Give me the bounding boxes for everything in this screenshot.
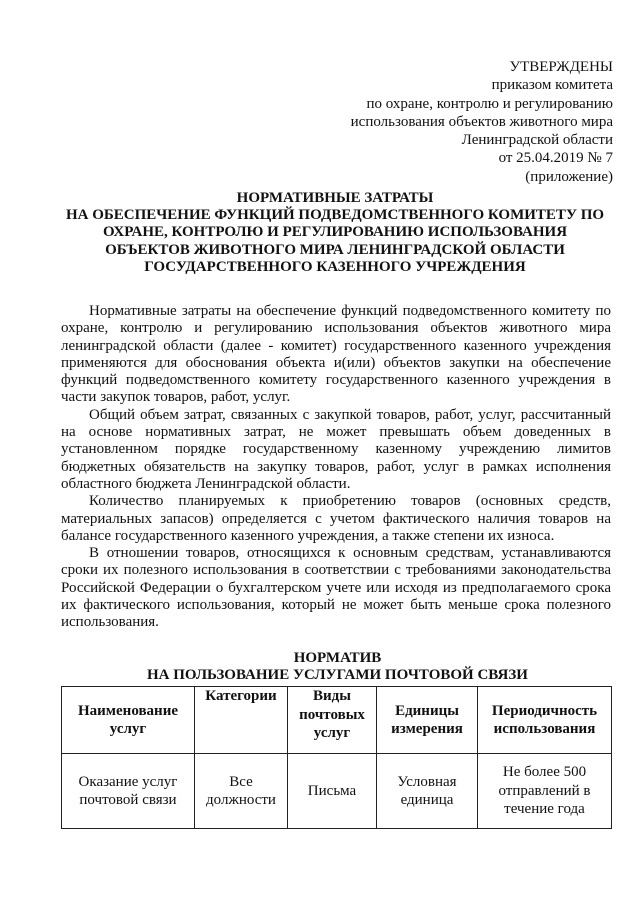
cell-service-name: Оказание услуг почтовой связи	[62, 754, 195, 829]
approval-line: по охране, контролю и регулированию	[366, 95, 613, 112]
paragraph: Количество планируемых к приобретению товаров (основных средств, материальных запасов) определяется с учетом фактического наличия товаров на балансе государственного казенного учреждения, а также степени их износа.	[61, 493, 611, 544]
table-title-line: НА ПОЛЬЗОВАНИЕ УСЛУГАМИ ПОЧТОВОЙ СВЯЗИ	[147, 667, 528, 683]
paragraph: Общий объем затрат, связанных с закупкой товаров, работ, услуг, рассчитанный на основе нормативных затрат, не может превышать объем доведенных в установленном порядке государственному казенному учреждению лимитов бюджетных обязательств на закупку товаров, работ, услуг в рамках исполнения областного бюджета Ленинградской области.	[61, 406, 611, 492]
norm-table	[61, 686, 612, 829]
cell-service-types: Письма	[288, 754, 377, 829]
paragraph: Нормативные затраты на обеспечение функций подведомственного комитету по охране, контролю и регулированию использования объектов животного мира ленинградской области (далее - комитет) государственного казенного учреждения применяются для обоснования объекта и(или) объектов закупки на обеспечение функций подведомственного комитету государственного казенного учреждения в части закупок товаров, работ, услуг.	[61, 303, 611, 406]
approval-line: от 25.04.2019 № 7	[498, 150, 613, 167]
title-line: НА ОБЕСПЕЧЕНИЕ ФУНКЦИЙ ПОДВЕДОМСТВЕННОГО КОМИТЕТУ ПО	[65, 207, 605, 224]
table-title	[60, 650, 615, 684]
table-row	[62, 754, 612, 829]
cell-periodicity: Не более 500 отправлений в течение года	[478, 754, 612, 829]
approval-stamp	[313, 58, 613, 186]
paragraph: В отношении товаров, относящихся к основным средствам, устанавливаются сроки их полезного использования в соответствии с требованиями законодательства Российской Федерации о бухгалтерском учете или исходя из предполагаемого срока их фактического использования, который не может быть меньше срока полезного использования.	[61, 545, 611, 631]
header-units: Единицы измерения	[377, 687, 478, 754]
body-text	[61, 303, 611, 632]
cell-units: Условная единица	[377, 754, 478, 829]
table-title-line: НОРМАТИВ	[293, 650, 382, 666]
approval-line: приказом комитета	[491, 77, 613, 94]
title-line: ОБЪЕКТОВ ЖИВОТНОГО МИРА ЛЕНИНГРАДСКОЙ ОБЛАСТИ	[105, 241, 565, 258]
header-periodicity: Периодичность использования	[478, 687, 612, 754]
document-title	[40, 190, 630, 276]
title-line: ОХРАНЕ, КОНТРОЛЮ И РЕГУЛИРОВАНИЮ ИСПОЛЬЗОВАНИЯ	[102, 224, 568, 241]
approval-line: Ленинградской области	[461, 132, 613, 149]
title-line: ГОСУДАРСТВЕННОГО КАЗЕННОГО УЧРЕЖДЕНИЯ	[144, 258, 526, 275]
header-categories: Категории	[195, 687, 288, 754]
header-service-types: Виды почтовых услуг	[288, 687, 377, 754]
approval-line: использования объектов животного мира	[350, 113, 613, 130]
cell-categories: Все должности	[195, 754, 288, 829]
header-service-name: Наименование услуг	[62, 687, 195, 754]
title-line: НОРМАТИВНЫЕ ЗАТРАТЫ	[236, 190, 434, 206]
approval-line: УТВЕРЖДЕНЫ	[509, 59, 613, 75]
table-header-row	[62, 687, 612, 754]
approval-line: (приложение)	[525, 168, 613, 185]
